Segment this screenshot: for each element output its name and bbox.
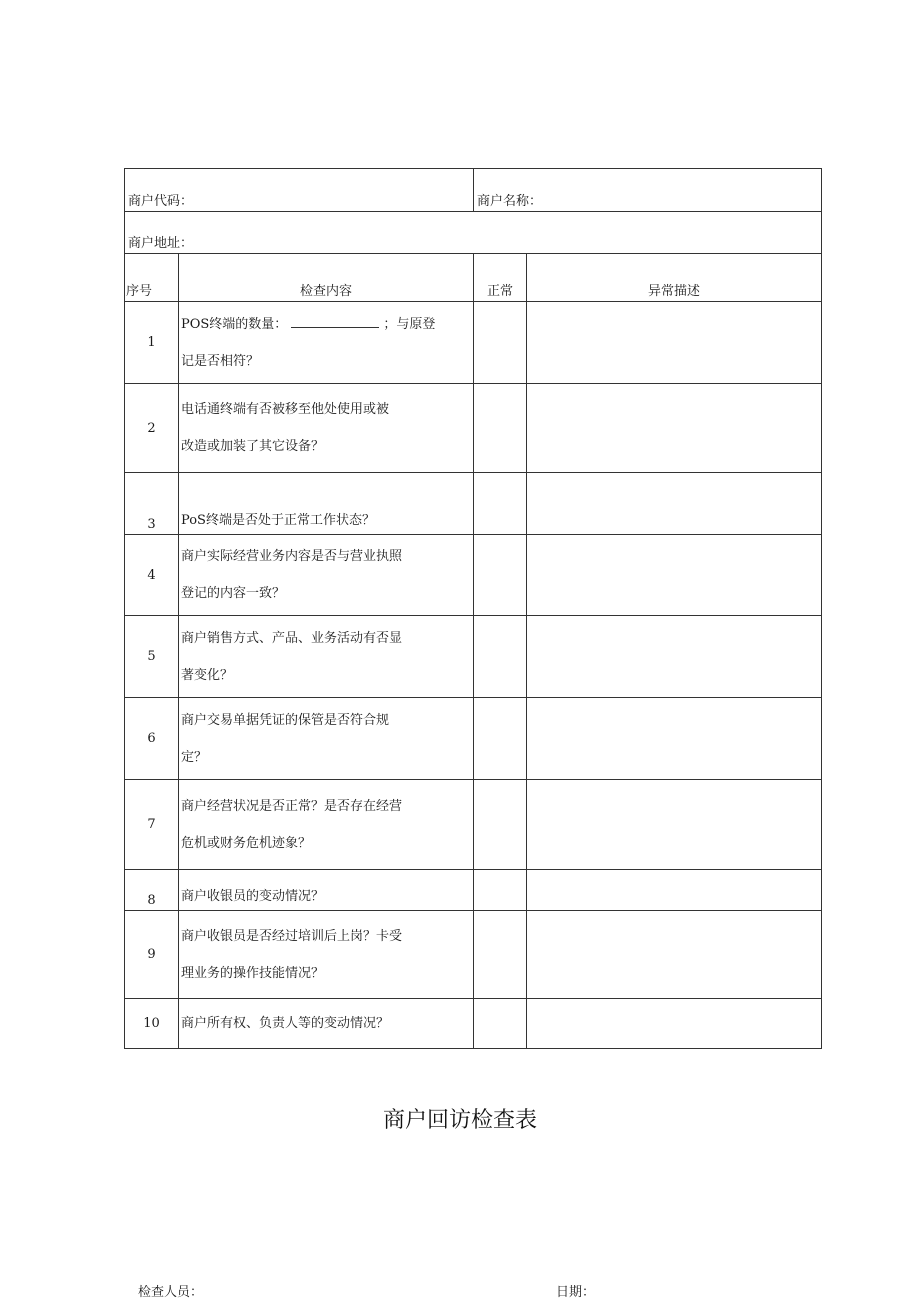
merchant-name-cell[interactable]	[474, 169, 822, 212]
item-text: 记是否相符？	[181, 353, 260, 369]
item-number: 2	[125, 384, 179, 473]
merchant-code-cell[interactable]	[125, 169, 474, 212]
abnormal-description-cell[interactable]	[527, 384, 822, 473]
item-content	[179, 911, 474, 999]
page-title: 商户回访检查表	[382, 1108, 537, 1133]
abnormal-description-cell[interactable]	[527, 999, 822, 1049]
abnormal-description-cell[interactable]	[527, 870, 822, 911]
merchant-address-cell[interactable]	[125, 212, 822, 254]
item-content	[179, 616, 474, 698]
item-text: 商户收银员是否经过培训后上岗？卡受	[181, 928, 403, 944]
table-row	[125, 999, 822, 1049]
item-content	[179, 473, 474, 535]
item-text: 定？	[181, 749, 208, 765]
normal-check-cell[interactable]	[474, 911, 527, 999]
normal-check-cell[interactable]	[474, 870, 527, 911]
item-text: 商户收银员的变动情况？	[181, 889, 325, 904]
item-number: 4	[125, 535, 179, 616]
col-normal-header: 正常	[474, 254, 527, 302]
item-number: 3	[125, 473, 179, 535]
table-row	[125, 535, 822, 616]
item-text: 改造或加装了其它设备？	[181, 439, 325, 454]
col-content-header: 检查内容	[179, 254, 474, 302]
normal-check-cell[interactable]	[474, 473, 527, 535]
abnormal-description-cell[interactable]	[527, 911, 822, 999]
item-text: 理业务的操作技能情况？	[181, 965, 325, 981]
item-content	[179, 999, 474, 1049]
table-row	[125, 780, 822, 870]
abnormal-description-cell[interactable]	[527, 473, 822, 535]
normal-check-cell[interactable]	[474, 616, 527, 698]
item-number: 9	[125, 911, 179, 999]
table-row	[125, 911, 822, 999]
abnormal-description-cell[interactable]	[527, 616, 822, 698]
col-seq-header: 序号	[125, 254, 179, 302]
abnormal-description-cell[interactable]	[527, 698, 822, 780]
abnormal-description-cell[interactable]	[527, 535, 822, 616]
table-row	[125, 698, 822, 780]
abnormal-description-cell[interactable]	[527, 302, 822, 384]
item-content	[179, 870, 474, 911]
inspection-form-table	[124, 168, 822, 1049]
item-text: 著变化？	[181, 667, 234, 683]
normal-check-cell[interactable]	[474, 535, 527, 616]
item-text: 危机或财务危机迹象？	[181, 835, 312, 851]
item-number: 10	[125, 999, 179, 1049]
item-number: 7	[125, 780, 179, 870]
item-number: 6	[125, 698, 179, 780]
table-row	[125, 302, 822, 384]
merchant-address-label: 商户地址：	[128, 236, 194, 251]
item-content	[179, 535, 474, 616]
item-number: 5	[125, 616, 179, 698]
normal-check-cell[interactable]	[474, 302, 527, 384]
column-header-row	[125, 254, 822, 302]
merchant-code-label: 商户代码：	[128, 194, 194, 209]
item-number: 8	[125, 870, 179, 911]
item-text: ；与原登	[383, 316, 436, 332]
abnormal-description-cell[interactable]	[527, 780, 822, 870]
item-text: 商户所有权、负责人等的变动情况？	[181, 1016, 390, 1031]
item-content	[179, 698, 474, 780]
item-content	[179, 384, 474, 473]
merchant-address-row	[125, 212, 822, 254]
item-number: 1	[125, 302, 179, 384]
col-abnormal-header: 异常描述	[527, 254, 822, 302]
item-text: 电话通终端有否被移至他处使用或被	[181, 402, 390, 417]
normal-check-cell[interactable]	[474, 780, 527, 870]
item-text: 商户销售方式、产品、业务活动有否显	[181, 630, 403, 646]
item-text: 登记的内容一致？	[181, 586, 286, 601]
item-text: POS终端的数量：	[181, 316, 288, 332]
table-row	[125, 616, 822, 698]
table-row	[125, 870, 822, 911]
normal-check-cell[interactable]	[474, 999, 527, 1049]
item-text: 商户交易单据凭证的保管是否符合规	[181, 712, 390, 728]
item-text: 商户经营状况是否正常？是否存在经营	[181, 798, 403, 814]
quantity-blank[interactable]	[291, 317, 379, 328]
inspector-label: 检查人员：	[138, 1285, 204, 1300]
normal-check-cell[interactable]	[474, 698, 527, 780]
normal-check-cell[interactable]	[474, 384, 527, 473]
item-text: PoS终端是否处于正常工作状态？	[181, 513, 375, 528]
table-row	[125, 473, 822, 535]
merchant-info-row	[125, 169, 822, 212]
merchant-name-label: 商户名称：	[477, 194, 543, 209]
table-row	[125, 384, 822, 473]
item-content	[179, 302, 474, 384]
date-label: 日期：	[556, 1285, 596, 1300]
item-content	[179, 780, 474, 870]
item-text: 商户实际经营业务内容是否与营业执照	[181, 549, 403, 564]
